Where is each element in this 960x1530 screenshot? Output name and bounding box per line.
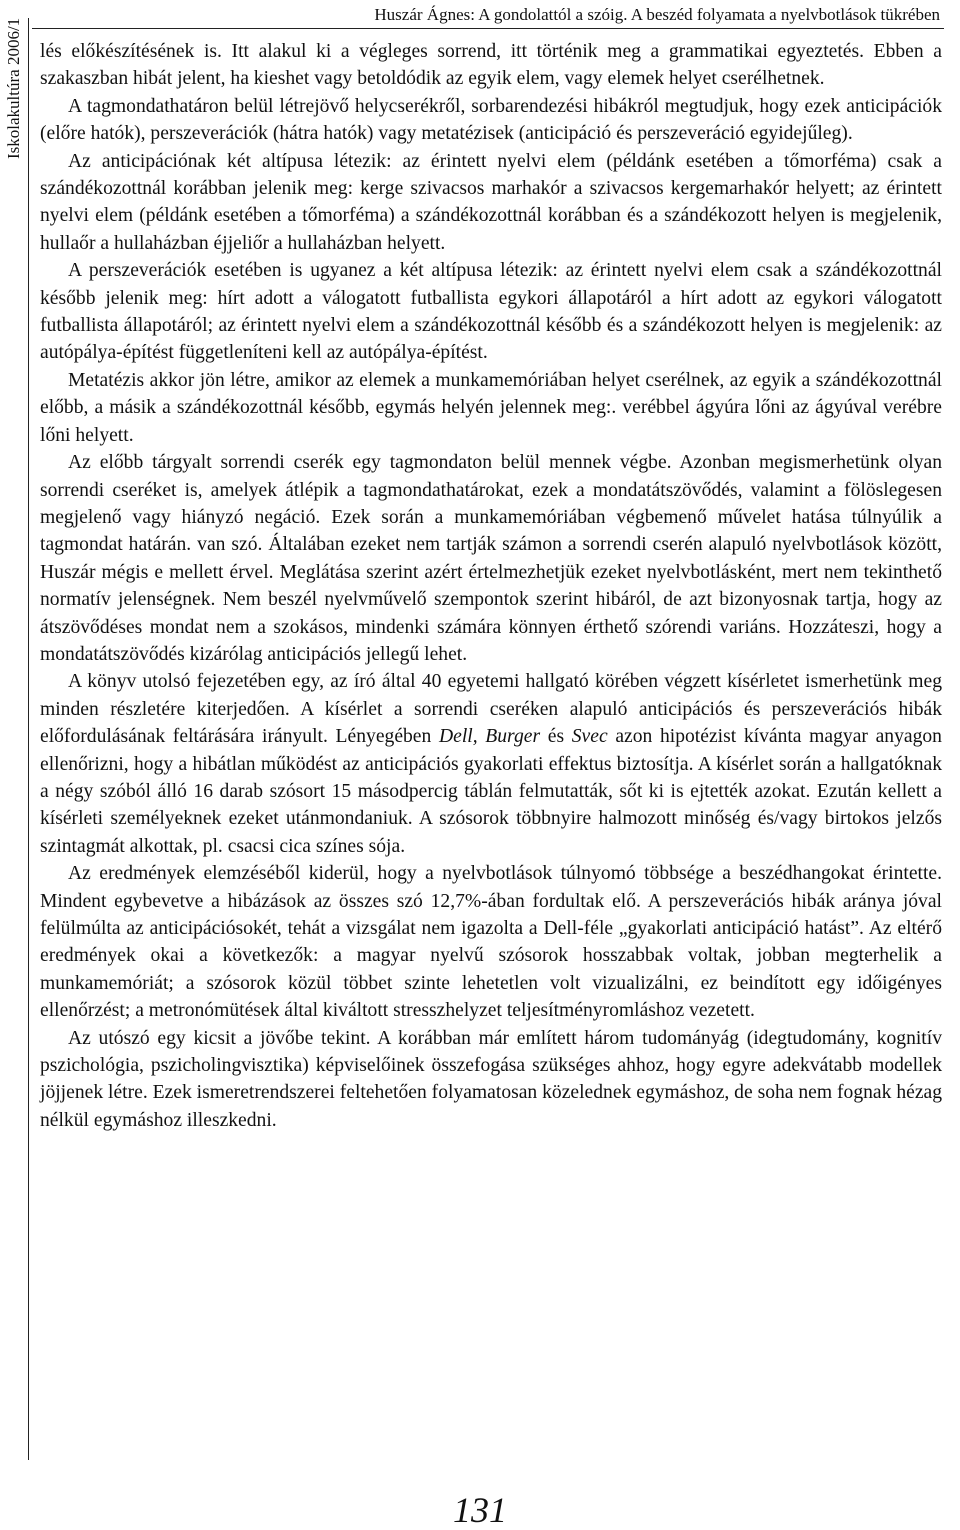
page-number: 131: [453, 1490, 507, 1530]
author-name-svec: Svec: [571, 726, 608, 748]
paragraph-cross-clause: Az előbb tárgyalt sorrendi cserék egy tagmondaton belül mennek végbe. Azonban megismerhetünk olyan sorrendi cseréket is, amelyek átlépik a tagmondathatárokat, ezek a mondatátszövődés, valamint a fölöslegesen megjelenő vagy hiányzó negáció. Ezek során a munkamemóriában végbemenő művelet hatása túlnyúlik a tagmondat határán. van szó. Általában ezeket nem tartják számon a sorrendi cserén alapuló nyelvbotlások között, Huszár mégis e mellett érvel. Meglátása szerint azért értelmezhetjük ezeket nyelvbotlásként, mert nem tekinthető normatív jelenségnek. Nem beszél nyelvművelő szempontok szerint hibáról, de azt bizonyosnak tartja, hogy az átszövődéses mondat nem a szokásos, mindenki számára könnyen érthető szórendi variáns. Hozzáteszi, hogy a mondatátszövődés kizárólag anticipációs jellegű lehet.: [40, 452, 942, 665]
running-header: Huszár Ágnes: A gondolattól a szóig. A beszéd folyamata a nyelvbotlások tükrében: [374, 5, 940, 24]
paragraph-results: Az eredmények elemzéséből kiderül, hogy a nyelvbotlások túlnyomó többsége a beszédhangokat érintette. Mindent egybevetve a hibázások az összes szó 12,7%-ában fordultak elő. A perszeverációs hibák aránya jóval felülmúlta az anticipációsokét, tehát a vizsgálat nem igazolta a Dell-féle „gyakorlati anticipáció hatást”. Az eltérő eredmények okai a következők: a magyar nyelvű szósorok hosszabbak voltak, jobban megterhelik a munkamemóriát; a szósorok közül többet szinte lehetetlen volt vizualizálni, ez beindított egy időigényes ellenőrzést; a metronómütések által kiváltott stresszhelyzet teljesítményromláshoz vezetett.: [40, 863, 942, 1022]
paragraph-anticipation: Az anticipációnak két altípusa létezik: az érintett nyelvi elem (példánk esetében a tőmorféma) csak a szándékozottnál korábban jelenik meg: kerge szivacsos marhakór a szivacsos kergemarhakór helyett; az érintett nyelvi elem (példánk esetében a tőmorféma) a szándékozottnál korábban és a szándékozott helyen is megjelenik, hullaőr a hullaházban éjjeliőr a hullaházban helyett.: [40, 150, 942, 254]
paragraph-epilogue: Az utószó egy kicsit a jövőbe tekint. A korábban már említett három tudományág (idegtudomány, kognitív pszichológia, pszicholingvisztika) képviselőinek összefogása szükséges ahhoz, hogy egyre adekvátabb modellek jöjjenek létre. Ezek ismeretrendszerei feltehetően folyamatosan közelednek egymáshoz, de soha nem fognak hézag nélkül egymáshoz illeszkedni.: [40, 1027, 943, 1131]
author-names-dell-burger: Dell, Burger: [438, 726, 541, 748]
paragraph-clause-boundary: A tagmondathatáron belül létrejövő helycserékről, sorbarendezési hibákról megtudjuk, hogy ezek anticipációk (előre hatók), perszeverációk (hátra hatók) vagy metatézisek (anticipáció és perszeveráció egyidejűleg).: [40, 95, 942, 145]
article-body: [40, 38, 942, 1134]
experiment-text-3: azon hipotézist kívánta magyar anyagon ellenőrizni, hogy a hibátlan működést az anticipációs gyakorlati effektus biztosítja. A kísérlet során a hallgatóknak a négy szóból álló 16 darab szósort 15 másodpercig táblán felmutatták, sőt ki is ejtették azokat. Ezután kellett a kísérleti személyeknek ezeket utánmondaniuk. A szósorok többnyire halmozott minőség és/vagy birtokos jelzős szintagmát alkottak, pl. csacsi cica színes sója.: [40, 726, 942, 857]
paragraph-metathesis: Metatézis akkor jön létre, amikor az elemek a munkamemóriában helyet cserélnek, az egyik a szándékozottnál előbb, a másik a szándékozottnál később, egymás helyén jelennek meg:. verébbel ágyúra lőni az ágyúval verébre lőni helyett.: [40, 369, 942, 446]
side-rule: [28, 18, 29, 1460]
paragraph-continuation: lés előkészítésének is. Itt alakul ki a végleges sorrend, itt történik meg a grammatikai egyeztetés. Ebben a szakaszban hibát jelent, ha kieshet vagy betoldódik az egyik elem, vagy elemek helyet cserélhetnek.: [40, 41, 942, 90]
experiment-text-1: A könyv utolsó fejezetében egy, az író által 40 egyetemi hallgató körében végzett kísérletet ismerhetünk meg minden részletére kiterjedően. A kísérlet a sorrendi cseréken alapuló anticipációs és perszeverációs hibák előfordulásának feltárására irányult. Lényegében: [40, 671, 942, 748]
experiment-text-2: és: [540, 726, 572, 748]
paragraph-perseveration: A perszeverációk esetében is ugyanez a két altípusa létezik: az érintett nyelvi elem csak a szándékozottnál később jelenik meg: hírt adott a válogatott futballista egykori állapotáról a hírt adott az egykori válogatott futballista állapotáról; az érintett nyelvi elem a szándékozottnál később és a szándékozott helyen is megjelenik: az autópálya-építést függetleníteni kell az autópálya-építést.: [40, 260, 942, 364]
journal-side-label: Iskolakultúra 2006/1: [4, 18, 23, 160]
header-rule: [32, 28, 944, 29]
paragraph-experiment: [40, 668, 942, 860]
